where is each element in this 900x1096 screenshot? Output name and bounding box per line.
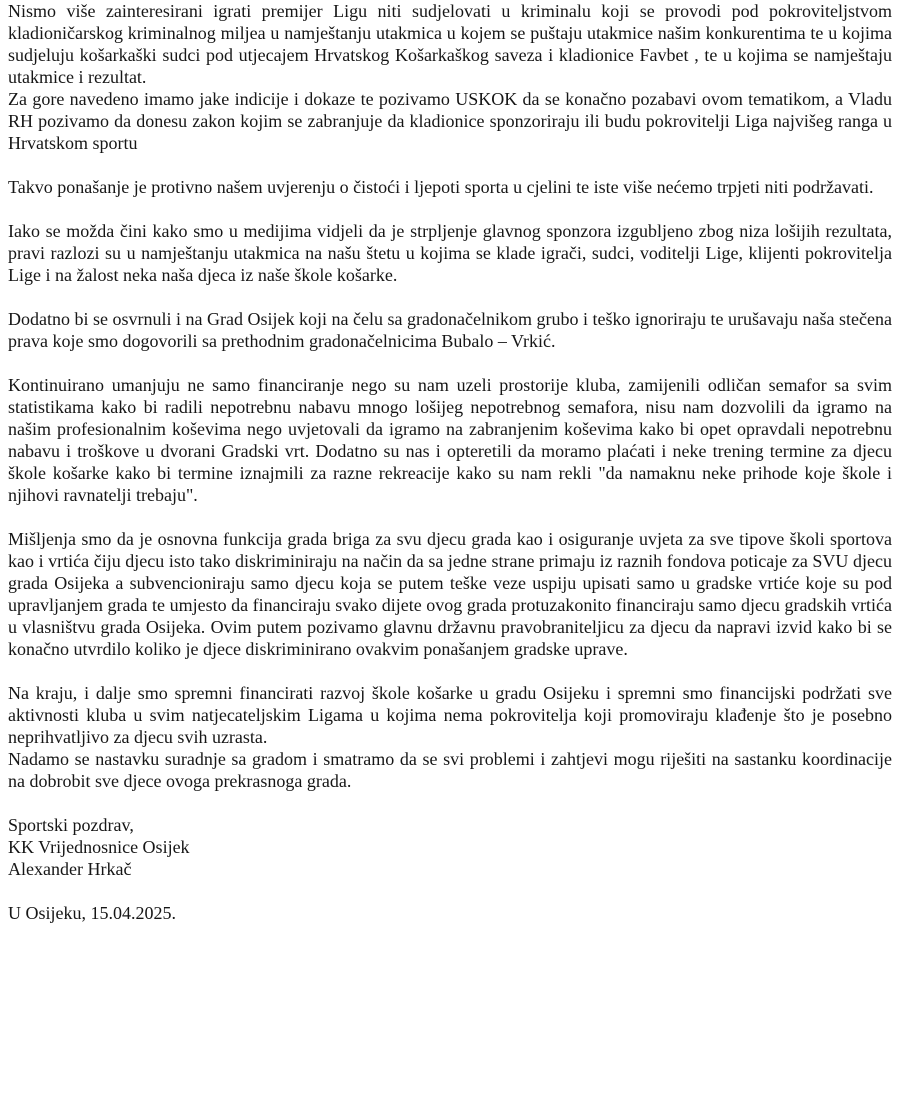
paragraph-uskok-call: Za gore navedeno imamo jake indicije i dokaze te pozivamo USKOK da se konačno pozabavi ovom tematikom, a Vladu RH pozivamo da donesu zakon kojim se zabranjuje da kladionice sponzoriraju ili budu pokrovitelji Liga najvišeg ranga u Hrvatskom sportu: [8, 89, 892, 153]
paragraph-closing-financing: Na kraju, i dalje smo spremni financirati razvoj škole košarke u gradu Osijeku i spremni smo financijski podržati sve aktivnosti kluba u svim natjecateljskim Ligama u kojima nema pokrovitelja koji promoviraju klađenje što je posebno neprihvatljivo za djecu svih uzrasta.: [8, 683, 892, 747]
paragraph-spacer: [8, 154, 892, 176]
signature-name: Alexander Hrkač: [8, 859, 132, 879]
paragraph-spacer: [8, 506, 892, 528]
paragraph-funding-cuts: Kontinuirano umanjuju ne samo financiranje nego su nam uzeli prostorije kluba, zamijenili odličan semafor sa svim statistikama kako bi radili nepotrebnu nabavu mnogo lošijeg nepotrebnog semafora, nisu nam dozvolili da igramo na našim profesionalnim koševima nego uvjetovali da igramo na zabranjenim koševima kako bi opet opravdali nepotrebnu nabavu i troškove u dvorani Gradski vrt. Dodatno su nas i opteretili da moramo plaćati i neke trening termine za djecu škole košarke kako bi termine iznajmili za razne rekreacije kako su nam rekli "da namaknu neke prihode koje škole i njihovi ravnatelji trebaju".: [8, 375, 892, 505]
paragraph-spacer: [8, 286, 892, 308]
paragraph-spacer: [8, 660, 892, 682]
paragraph-league-withdrawal: Nismo više zainteresirani igrati premijer Ligu niti sudjelovati u kriminalu koji se provodi pod pokroviteljstvom kladioničarskog kriminalnog miljea u namještanju utakmica u kojem se puštaju utakmice našim konkurentima te u kojima sudjeluju košarkaški sudci pod utjecajem Hrvatskog Košarkaškog saveza i kladionice Favbet , te u kojima se namještaju utakmice i rezultat.: [8, 1, 892, 87]
paragraph-cooperation: Nadamo se nastavku suradnje sa gradom i smatramo da se svi problemi i zahtjevi mogu riješiti na sastanku koordinacije na dobrobit sve djece ovoga prekrasnoga grada.: [8, 749, 892, 791]
letter-document: [8, 0, 892, 924]
signature-greeting: Sportski pozdrav,: [8, 815, 134, 835]
signature-block: [8, 814, 892, 880]
paragraph-city-osijek: Dodatno bi se osvrnuli i na Grad Osijek koji na čelu sa gradonačelnikom grubo i teško ignoriraju te urušavaju naša stečena prava koje smo dogovorili sa prethodnim gradonačelnicima Bubalo – Vrkić.: [8, 309, 892, 351]
paragraph-spacer: [8, 198, 892, 220]
signature-organization: KK Vrijednosnice Osijek: [8, 837, 190, 857]
paragraph-spacer: [8, 792, 892, 814]
paragraph-sponsor-reasons: Iako se možda čini kako smo u medijima vidjeli da je strpljenje glavnog sponzora izgubljeno zbog niza lošijih rezultata, pravi razlozi su u namještanju utakmica na našu štetu u kojima se klade igrači, sudci, voditelji Lige, klijenti pokrovitelja Lige i na žalost neka naša djeca iz naše škole košarke.: [8, 221, 892, 285]
paragraph-sport-purity: Takvo ponašanje je protivno našem uvjerenju o čistoći i ljepoti sporta u cjelini te iste više nećemo trpjeti niti podržavati.: [8, 177, 874, 197]
paragraph-children-discrimination: Mišljenja smo da je osnovna funkcija grada briga za svu djecu grada kao i osiguranje uvjeta za sve tipove školi sportova kao i vrtića čiju djecu isto tako diskriminiraju na način da sa jedne strane primaju iz raznih fondova poticaje za SVU djecu grada Osijeka a subvencioniraju samo djecu koja se putem teške veze uspiju upisati samo u gradske vrtiće koje su pod upravljanjem grada te umjesto da financiraju svako dijete ovog grada protuzakonito financiraju samo djecu gradskih vrtića u vlasništvu grada Osijeka. Ovim putem pozivamo glavnu državnu pravobraniteljicu za djecu da napravi izvid kako bi se konačno utvrdilo koliko je djece diskriminirano ovakvim ponašanjem gradske uprave.: [8, 529, 892, 659]
paragraph-spacer: [8, 352, 892, 374]
place-and-date: U Osijeku, 15.04.2025.: [8, 903, 176, 923]
paragraph-spacer: [8, 880, 892, 902]
